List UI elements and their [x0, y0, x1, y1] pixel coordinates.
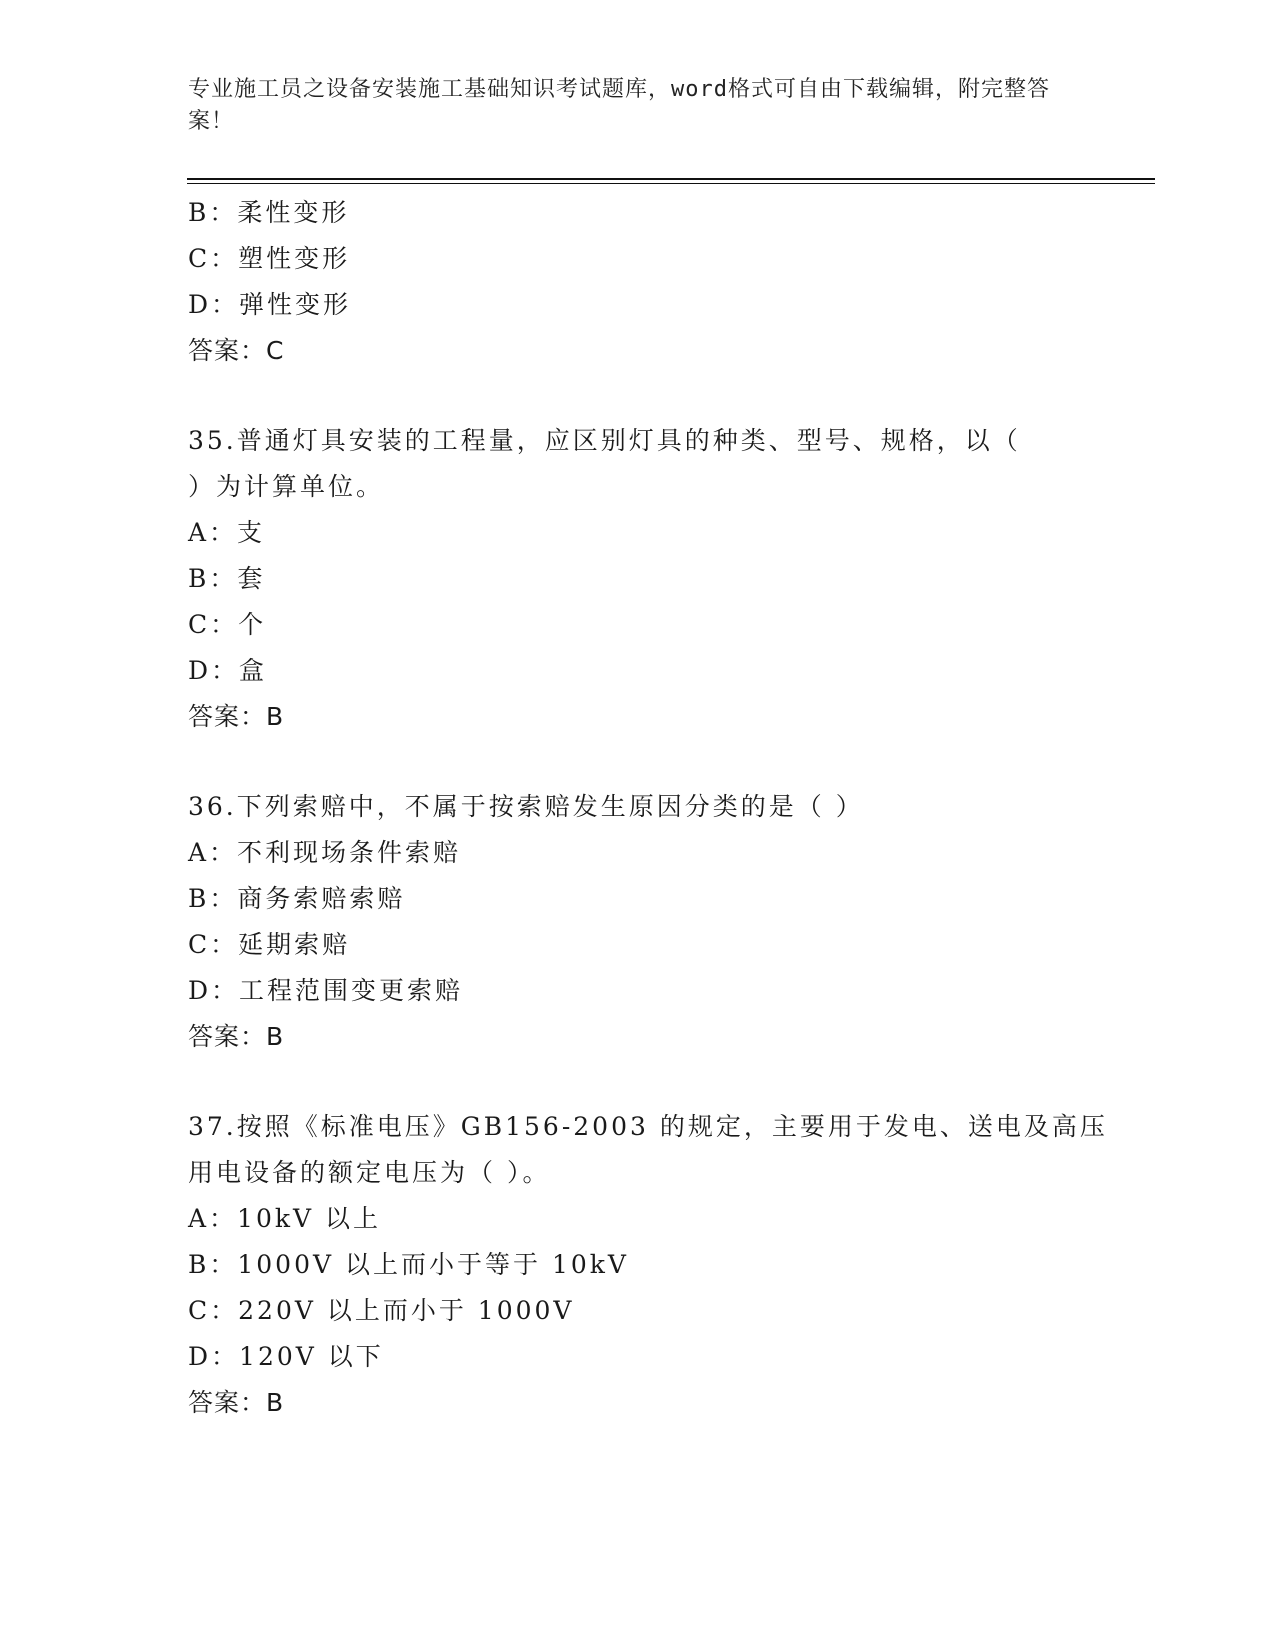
question-37 — [188, 1104, 1108, 1426]
question-text: 35.普通灯具安装的工程量，应区别灯具的种类、型号、规格，以（ — [188, 426, 1021, 455]
option-d: D：盒 — [188, 656, 268, 685]
option-c: C：个 — [188, 610, 267, 639]
header-title: 专业施工员之设备安装施工基础知识考试题库，word格式可自由下载编辑，附完整答案！ — [188, 77, 1050, 134]
answer: 答案：B — [188, 1388, 285, 1417]
header-divider-thin — [187, 183, 1155, 184]
option-b: B：套 — [188, 564, 266, 593]
option-a: A：10kV 以上 — [188, 1204, 382, 1233]
spacer — [188, 374, 1088, 418]
answer: 答案：B — [188, 702, 285, 731]
option-d: D：工程范围变更索赔 — [188, 976, 464, 1005]
option-b: B：柔性变形 — [188, 198, 350, 227]
option-b: B：1000V 以上而小于等于 10kV — [188, 1250, 629, 1279]
spacer — [188, 1060, 1088, 1104]
question-text: 用电设备的额定电压为（ ）。 — [188, 1158, 551, 1187]
option-a: A：支 — [188, 518, 266, 547]
option-d: D：弹性变形 — [188, 290, 352, 319]
option-d: D：120V 以下 — [188, 1342, 384, 1371]
answer: 答案：C — [188, 336, 285, 365]
question-35 — [188, 418, 1088, 740]
page-header — [188, 74, 1068, 138]
option-c: C：塑性变形 — [188, 244, 351, 273]
option-c: C：延期索赔 — [188, 930, 351, 959]
answer: 答案：B — [188, 1022, 285, 1051]
question-36 — [188, 784, 1088, 1060]
header-divider — [187, 178, 1155, 180]
question-34-carryover — [188, 190, 1088, 374]
question-text: ）为计算单位。 — [188, 472, 385, 501]
option-b: B：商务索赔索赔 — [188, 884, 406, 913]
spacer — [188, 740, 1088, 784]
option-a: A：不利现场条件索赔 — [188, 838, 462, 867]
question-text: 37.按照《标准电压》GB156-2003 的规定，主要用于发电、送电及高压 — [188, 1112, 1108, 1141]
option-c: C：220V 以上而小于 1000V — [188, 1296, 575, 1325]
question-text: 36.下列索赔中，不属于按索赔发生原因分类的是（ ） — [188, 792, 864, 821]
question-list — [188, 190, 1108, 1426]
